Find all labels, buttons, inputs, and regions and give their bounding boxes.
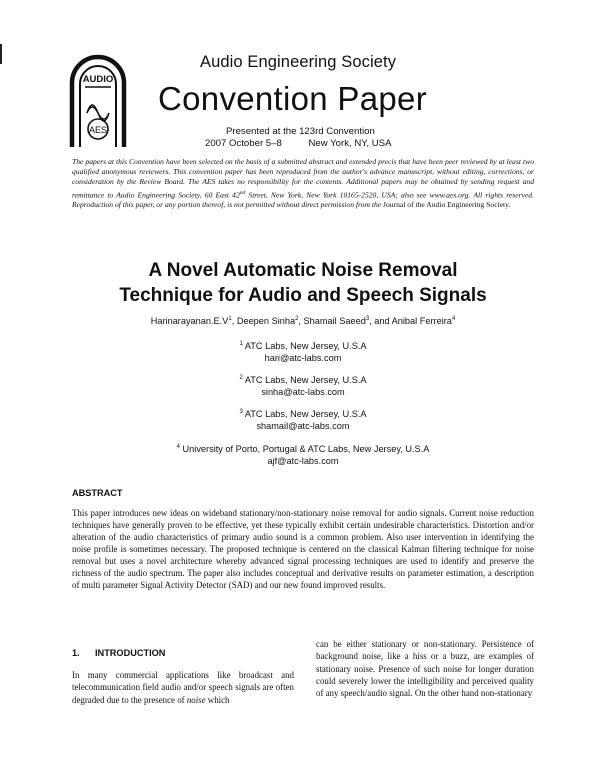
affiliation-2 (72, 372, 534, 398)
author-sup: 2 (295, 316, 299, 322)
society-name: Audio Engineering Society (200, 53, 397, 71)
logo-bottom-text: AES (88, 125, 108, 135)
convention-paper-title: Convention Paper (158, 80, 427, 117)
affiliation-sup: 1 (239, 341, 243, 347)
author-sup: 3 (365, 316, 370, 322)
intro-right-column: can be either stationary or non-stationary. Persistence of background noise, like a hiss or a buzz, are examples of stationary noise. Presence of such noise for longer duration could severely lower the intelligibility and perceived quality of any speech/audio signal. On the other hand non-stationary (316, 639, 534, 699)
section-title: INTRODUCTION (95, 648, 166, 658)
affiliation-email: hari@atc-labs.com (264, 353, 342, 364)
affiliation-email: ajf@atc-labs.com (267, 456, 339, 467)
affiliation-1 (72, 338, 534, 364)
abstract-body: This paper introduces new ideas on wideband stationary/non-stationary noise removal for audio signals. Current noise reduction techniques have generally proven to be effective, yet these typically exhibit certain undesirable characteristics. Distortion and/or alteration of the audio characteristics of primary audio sound is a common problem. Also user intervention in identifying the noise profile is sometimes necessary. The proposed technique is centered on the classical Kalman filtering technique for noise removal but uses a novel architecture whereby advanced signal processing techniques are used to identify and preserve the richness of the audio spectrum. The paper also includes conceptual and derivative results on parameter estimation, a description of multi parameter Signal Activity Detector (SAD) and our new found improved results. (72, 508, 534, 590)
author-separator: , and (369, 316, 392, 327)
author-name: Deepen Sinha (236, 316, 296, 327)
logo-top-text: AUDIO (82, 74, 114, 85)
intro-left-text-end: which (205, 694, 230, 705)
disclaimer-journal: Journal of the Audio Engineering Society. (383, 200, 511, 210)
author-list (72, 316, 534, 326)
affiliation-org: ATC Labs, New Jersey, U.S.A (244, 341, 367, 352)
affiliation-sup: 4 (176, 444, 180, 450)
convention-date: 2007 October 5–8 (205, 138, 282, 149)
author-sup: 1 (228, 316, 232, 322)
intro-left-text: In many commercial applications like broadcast and telecommunication field audio and/or speech signals are often degraded due to the presence of (72, 670, 294, 705)
presented-line: Presented at the 123rd Convention (226, 126, 375, 137)
date-location-line (205, 138, 391, 149)
disclaimer-part1: The papers at this Convention have been selected on the basis of a submitted abstract and extended precis that have been peer reviewed by at least two qualified anonymous reviewers. This convention paper has been reproduced from the author's advance manuscript, without editing, corrections, or consideration by the Review Board. The AES takes no responsibility for the contents. Additional papers may be obtained by sending request and remittance to Audio Engineering Society, 60 East 42 (72, 157, 534, 200)
author-name: Anibal Ferreira (391, 316, 452, 327)
section-number: 1. (72, 648, 80, 658)
affiliation-org: ATC Labs, New Jersey, U.S.A (244, 409, 367, 420)
page-edge-mark (0, 44, 2, 64)
affiliation-org: University of Porto, Portugal & ATC Labs, New Jersey, U.S.A (182, 444, 430, 455)
affiliation-email: shamail@atc-labs.com (256, 421, 350, 432)
author-name: Harinarayanan.E.V (150, 316, 229, 327)
intro-heading (72, 648, 165, 658)
intro-left-column (72, 669, 294, 706)
paper-title-line2: Technique for Audio and Speech Signals (119, 285, 487, 306)
paper-title-line1: A Novel Automatic Noise Removal (148, 260, 458, 281)
disclaimer-text (72, 157, 534, 211)
abstract-heading: ABSTRACT (72, 488, 123, 498)
affiliation-sup: 3 (239, 409, 243, 415)
affiliation-email: sinha@atc-labs.com (261, 387, 345, 398)
convention-location: New York, NY, USA (308, 138, 392, 149)
author-sup: 4 (451, 316, 456, 322)
affiliation-sup: 2 (239, 375, 243, 381)
author-separator: , (298, 316, 304, 327)
disclaimer-part2: Street, New York, New York 10165-2520, USA; also see www.aes.org. All rights reserved. Reproduction of this paper, or any portion thereof, is not permitted without direct permission from the (72, 190, 534, 210)
author-separator: , (231, 316, 237, 327)
intro-emphasis: noise (186, 694, 206, 705)
affiliation-3 (72, 406, 534, 432)
affiliation-org: ATC Labs, New Jersey, U.S.A (244, 375, 367, 386)
affiliation-4 (72, 441, 534, 467)
aes-logo-icon (68, 53, 128, 149)
paper-title (72, 258, 534, 308)
disclaimer-sup: nd (239, 189, 246, 196)
author-name: Shamail Saeed (303, 316, 366, 327)
